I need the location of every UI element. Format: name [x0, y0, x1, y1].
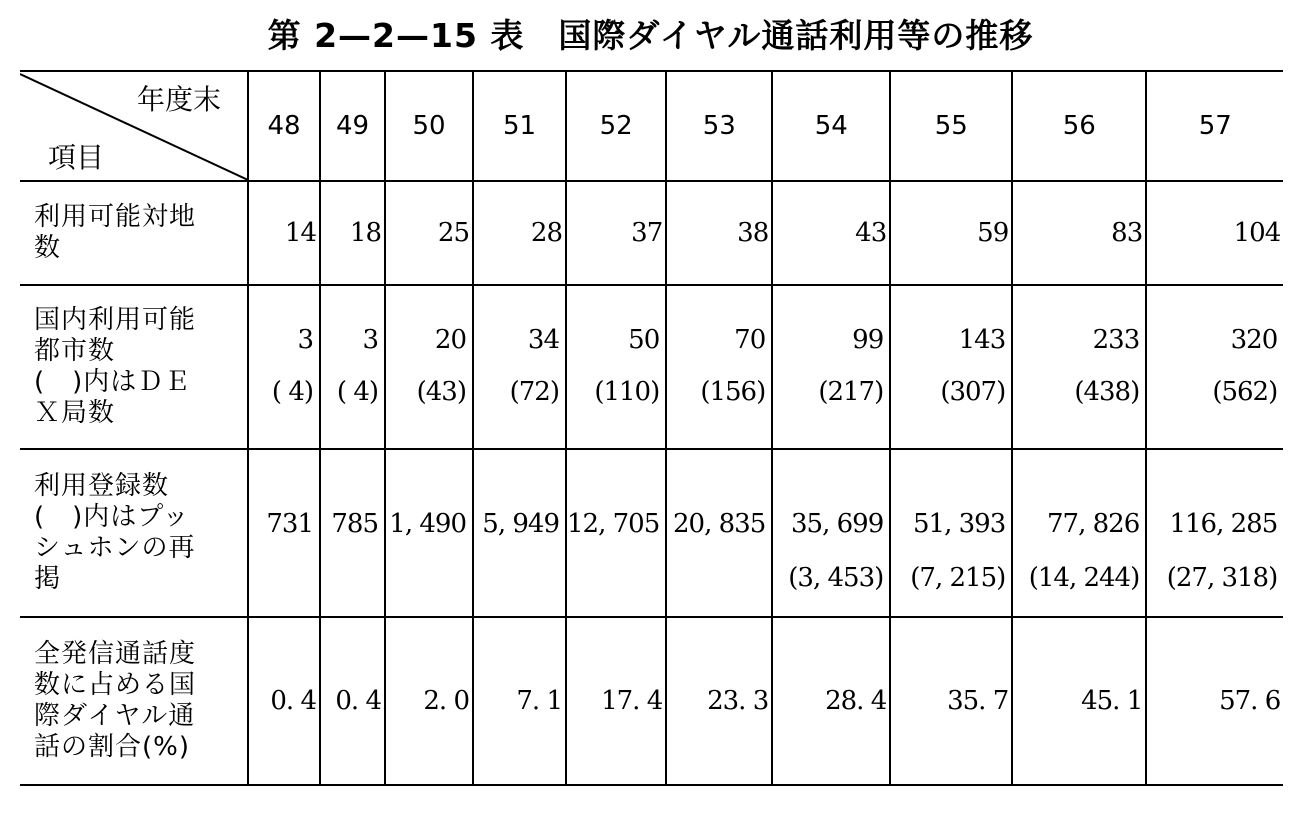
- row-label-line: Ｘ局数: [34, 398, 116, 428]
- cell-paren-value: ( 4): [271, 377, 313, 407]
- cell-paren-value: (307): [940, 377, 1006, 407]
- table-cell: [1146, 285, 1283, 449]
- table-cell: 0. 4: [248, 617, 320, 785]
- year-header: 51: [473, 71, 566, 181]
- table-cell: 18: [320, 181, 385, 285]
- row-label: [20, 181, 248, 285]
- cell-paren-value: (217): [818, 377, 884, 407]
- cell-paren-value: (110): [594, 377, 660, 407]
- year-header: 55: [890, 71, 1012, 181]
- table-cell: 37: [566, 181, 666, 285]
- row-label-line: 数に占める国: [34, 670, 197, 700]
- cell-paren-value: (3, 453): [788, 563, 884, 593]
- table-cell: [666, 449, 772, 617]
- table-cell: 28: [473, 181, 566, 285]
- table-cell: 28. 4: [772, 617, 890, 785]
- table-cell: [566, 449, 666, 617]
- table-cell: [1012, 285, 1146, 449]
- cell-value: 50: [628, 325, 660, 355]
- corner-header: [20, 71, 248, 181]
- cell-paren-value: (14, 244): [1028, 563, 1140, 593]
- table-cell: 35. 7: [890, 617, 1012, 785]
- table-cell: 25: [385, 181, 473, 285]
- cell-value: 34: [527, 325, 559, 355]
- cell-value: 3: [362, 325, 378, 355]
- year-header: 52: [566, 71, 666, 181]
- table-row: [20, 617, 1283, 785]
- table-cell: [320, 285, 385, 449]
- cell-value: 320: [1230, 325, 1278, 355]
- table-cell: 83: [1012, 181, 1146, 285]
- cell-value: 233: [1092, 325, 1140, 355]
- data-table: [20, 70, 1283, 786]
- cell-paren-value: (562): [1212, 377, 1278, 407]
- row-label-line: 利用可能対地: [34, 202, 197, 232]
- cell-value: 20, 835: [673, 509, 766, 539]
- row-label-line: 掲: [34, 564, 62, 594]
- table-cell: [1012, 449, 1146, 617]
- table-cell: [320, 449, 385, 617]
- cell-paren-value: (72): [509, 377, 559, 407]
- table-cell: 45. 1: [1012, 617, 1146, 785]
- cell-value: 51, 393: [913, 509, 1006, 539]
- corner-label-year-end: 年度末: [136, 83, 221, 116]
- cell-value: 5, 949: [482, 509, 559, 539]
- table-cell: 59: [890, 181, 1012, 285]
- table-row: [20, 181, 1283, 285]
- row-label-line: 国内利用可能: [34, 305, 197, 335]
- row-label-line: 際ダイヤル通: [34, 701, 196, 731]
- row-label: [20, 285, 248, 449]
- row-label-line: 全発信通話度: [34, 639, 197, 669]
- year-header: 49: [320, 71, 385, 181]
- table-cell: [666, 285, 772, 449]
- year-header: 53: [666, 71, 772, 181]
- cell-value: 1, 490: [389, 509, 466, 539]
- cell-value: 143: [958, 325, 1006, 355]
- table-cell: 104: [1146, 181, 1283, 285]
- row-label: [20, 449, 248, 617]
- cell-value: 785: [331, 509, 378, 539]
- table-cell: [248, 285, 320, 449]
- year-header: 48: [248, 71, 320, 181]
- row-label-line: 話の割合(%): [34, 732, 190, 762]
- cell-paren-value: ( 4): [336, 377, 378, 407]
- cell-value: 3: [297, 325, 313, 355]
- table-cell: [385, 285, 473, 449]
- year-header: 50: [385, 71, 473, 181]
- table-cell: 7. 1: [473, 617, 566, 785]
- table-cell: 43: [772, 181, 890, 285]
- cell-value: 70: [734, 325, 766, 355]
- table-cell: [473, 285, 566, 449]
- cell-paren-value: (27, 318): [1166, 563, 1278, 593]
- table-cell: [385, 449, 473, 617]
- cell-value: 20: [434, 325, 466, 355]
- row-label-line: シュホンの再: [34, 533, 196, 563]
- cell-paren-value: (438): [1074, 377, 1140, 407]
- table-title: 第 2—2—15 表 国際ダイヤル通話利用等の推移: [267, 16, 1034, 55]
- cell-value: 731: [266, 509, 313, 539]
- table-cell: 14: [248, 181, 320, 285]
- cell-value: 99: [852, 325, 884, 355]
- cell-paren-value: (43): [416, 377, 466, 407]
- corner-label-item: 項目: [48, 141, 105, 174]
- row-label-line: 数: [34, 233, 62, 263]
- table-cell: 38: [666, 181, 772, 285]
- table-cell: 2. 0: [385, 617, 473, 785]
- row-label: [20, 617, 248, 785]
- year-header: 57: [1146, 71, 1283, 181]
- table-row: [20, 285, 1283, 449]
- table-cell: [772, 285, 890, 449]
- table-cell: [248, 449, 320, 617]
- year-header: 54: [772, 71, 890, 181]
- cell-value: 12, 705: [567, 509, 660, 539]
- cell-paren-value: (156): [700, 377, 766, 407]
- header-row: [20, 71, 1283, 181]
- table-cell: 23. 3: [666, 617, 772, 785]
- row-label-line: 都市数: [34, 336, 116, 366]
- table-cell: [1146, 449, 1283, 617]
- year-header: 56: [1012, 71, 1146, 181]
- cell-value: 77, 826: [1047, 509, 1140, 539]
- table-cell: [566, 285, 666, 449]
- table-row: [20, 449, 1283, 617]
- table-cell: [890, 449, 1012, 617]
- table-cell: [772, 449, 890, 617]
- table-cell: [473, 449, 566, 617]
- table-cell: 17. 4: [566, 617, 666, 785]
- row-label-line: ( )内はプッ: [34, 502, 190, 532]
- table-cell: 0. 4: [320, 617, 385, 785]
- cell-paren-value: (7, 215): [910, 563, 1006, 593]
- row-label-line: 利用登録数: [34, 471, 170, 501]
- table-cell: 57. 6: [1146, 617, 1283, 785]
- table-cell: [890, 285, 1012, 449]
- cell-value: 35, 699: [791, 509, 884, 539]
- cell-value: 116, 285: [1169, 509, 1278, 539]
- row-label-line: ( )内はＤＥ: [34, 367, 192, 397]
